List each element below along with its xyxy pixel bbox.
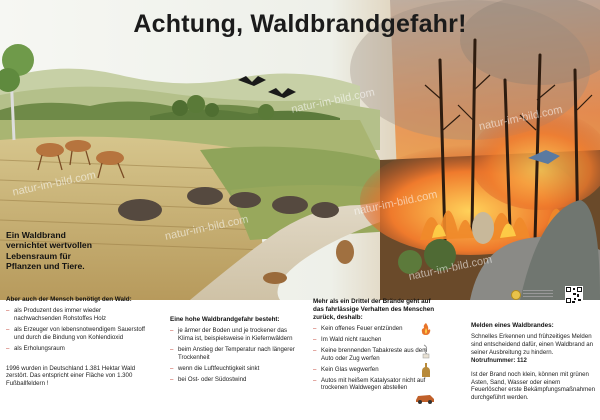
list-item: – je ärmer der Boden und je trockener das Klima ist, beispielsweise in Kiefernwäldern	[170, 327, 295, 343]
page-title: Achtung, Waldbrandgefahr!	[133, 10, 467, 38]
watermark-text: natur-im-bild.com	[11, 169, 97, 199]
statistic-text: 1996 wurden in Deutschland 1.381 Hektar Wald zerstört. Das entspricht einer Fläche von 1.300 Fußballfeldern !	[6, 364, 136, 388]
list-item: – Kein Glas wegwerfen	[313, 366, 437, 374]
intro-text: Ein Waldbrand vernichtet wertvollen Lebensraum für Pflanzen und Tiere.	[6, 230, 92, 272]
publisher-logo	[511, 288, 551, 304]
bullet-list	[170, 327, 295, 383]
firefighting-text: Ist der Brand noch klein, können mit grünen Asten, Sand, Wasser oder einem Feuerlöscher erste Bekämpfungsmaßnahmen durchgeführt werden.	[471, 370, 595, 402]
list-item: – als Produzent des immer wieder nachwachsenden Rohstoffes Holz	[6, 307, 146, 323]
reporting-text: Schnelles Erkennen und frühzeitiges Melden sind entscheidend dafür, einen Waldbrand an seiner Ausbreitung zu hindern. Notrufnummer: 112	[471, 333, 594, 364]
list-item: – als Erzeuger von lebensnotwendigem Sauerstoff und durch die Bindung von Kohlendioxid	[6, 326, 146, 342]
bottle-icon	[421, 362, 431, 378]
column-heading: Eine hohe Waldbrandgefahr besteht:	[170, 316, 280, 323]
column-heading: Aber auch der Mensch benötigt den Wald:	[6, 296, 132, 303]
watermark-text: natur-im-bild.com	[290, 86, 376, 116]
watermark-text: natur-im-bild.com	[477, 103, 564, 134]
list-item: – beim Anstieg der Temperatur nach längerer Trockenheit	[170, 346, 295, 362]
column-reporting	[471, 322, 595, 402]
list-item: – als Erholungsraum	[6, 345, 146, 353]
publisher-logo-text	[523, 288, 553, 299]
qr-code-icon[interactable]	[565, 286, 583, 304]
column-heading: Mehr als ein Drittel der Brände geht auf das fahrlässige Verhalten des Menschen zurück, deshalb:	[313, 298, 435, 321]
cigarette-icon	[420, 343, 432, 359]
list-item: – Autos mit heißem Katalysator nicht auf trockenen Waldwegen abstellen	[313, 377, 437, 393]
list-item: – Keine brennenden Tabakreste aus dem Auto oder Zug werfen	[313, 347, 437, 363]
column-prevention	[313, 298, 437, 395]
emergency-number: Notrufnummer: 112	[471, 356, 527, 364]
list-item: – Im Wald nicht rauchen	[313, 336, 437, 344]
list-item: – wenn die Luftfeuchtigkeit sinkt	[170, 365, 295, 373]
campfire-icon	[419, 322, 433, 336]
bullet-list	[6, 307, 146, 353]
column-heading: Melden eines Waldbrandes:	[471, 322, 554, 329]
watermark-text: natur-im-bild.com	[407, 253, 494, 284]
car-icon	[414, 392, 436, 404]
column-fire-risk	[170, 316, 295, 386]
watermark-text: natur-im-bild.com	[352, 188, 439, 218]
list-item: – Kein offenes Feuer entzünden	[313, 325, 437, 333]
column-human-needs-forest	[6, 296, 146, 388]
list-item: – bei Ost- oder Südostwind	[170, 376, 295, 384]
watermark-text: natur-im-bild.com	[163, 213, 250, 243]
seal-icon	[511, 290, 521, 300]
